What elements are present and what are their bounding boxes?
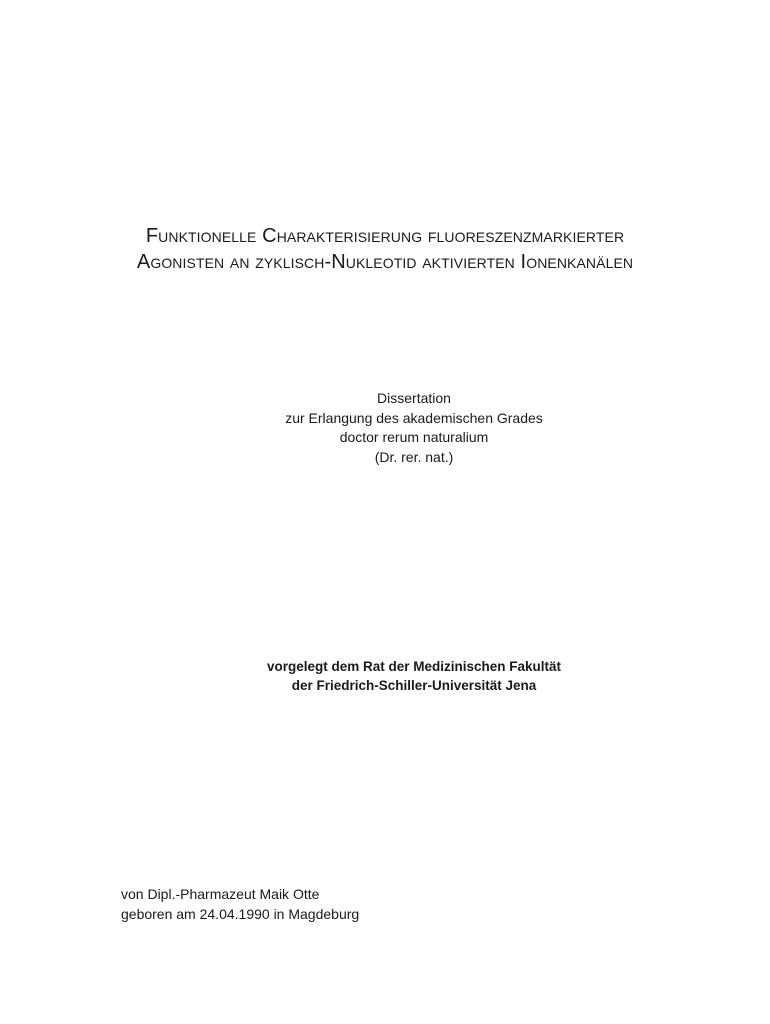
author-name: von Dipl.-Pharmazeut Maik Otte [121, 886, 320, 902]
degree-type: Dissertation [377, 390, 451, 406]
author-info [121, 885, 359, 924]
thesis-title-line-2: Agonisten an zyklisch-Nukleotid aktivierten Ionenkanälen [136, 251, 634, 273]
degree-name: doctor rerum naturalium [339, 429, 489, 445]
degree-purpose: zur Erlangung des akademischen Grades [285, 409, 543, 426]
thesis-title [0, 223, 770, 275]
submission-council: vorgelegt dem Rat der Medizinischen Fakultät [266, 659, 562, 674]
submission-university: der Friedrich-Schiller-Universität Jena [291, 678, 537, 693]
thesis-title-line-1: Funktionelle Charakterisierung fluoreszenzmarkierter [145, 225, 625, 247]
degree-abbreviation: (Dr. rer. nat.) [374, 448, 454, 465]
submission-statement [0, 657, 770, 695]
degree-statement [0, 389, 770, 467]
author-birth: geboren am 24.04.1990 in Magdeburg [121, 905, 360, 922]
